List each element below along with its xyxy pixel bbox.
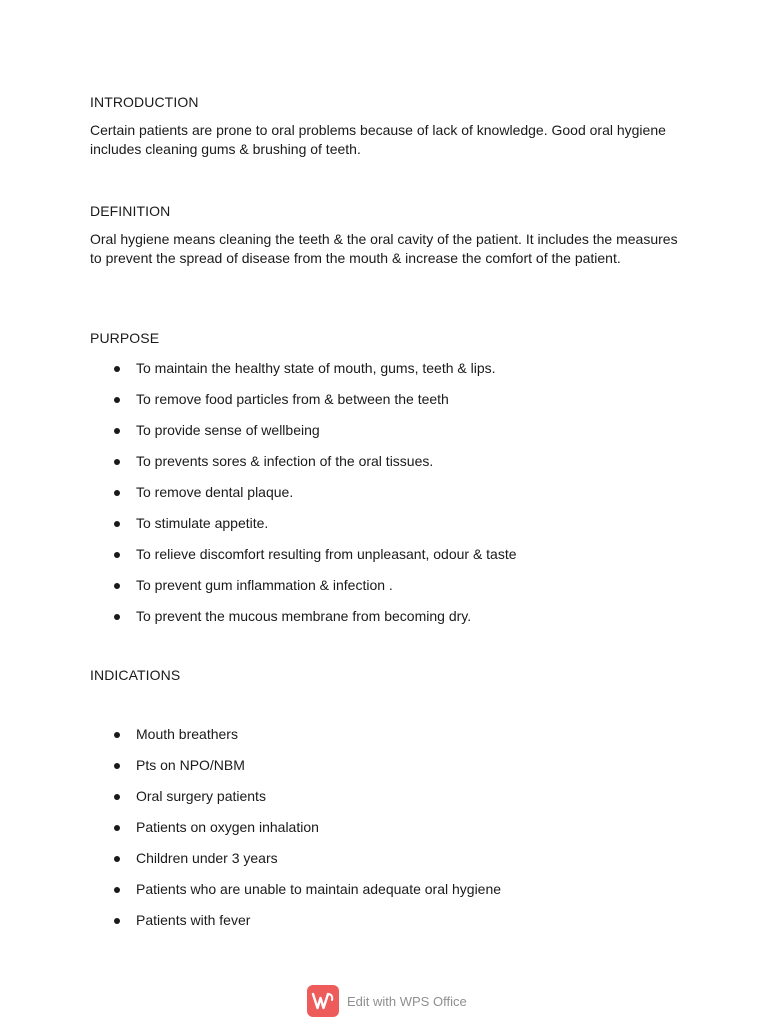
bullet-icon <box>114 583 120 589</box>
purpose-item: To relieve discomfort resulting from unpleasant, odour & taste <box>90 545 680 576</box>
indication-item: Oral surgery patients <box>90 787 680 818</box>
indication-item: Pts on NPO/NBM <box>90 756 680 787</box>
introduction-text: Certain patients are prone to oral problems because of lack of knowledge. Good oral hygiene includes cleaning gums & brushing of teeth. <box>90 122 666 157</box>
purpose-item: To maintain the healthy state of mouth, gums, teeth & lips. <box>90 359 680 390</box>
bullet-icon <box>114 732 120 738</box>
wps-w-icon <box>311 991 335 1011</box>
definition-heading: DEFINITION <box>90 203 171 219</box>
bullet-icon <box>114 614 120 620</box>
bullet-icon <box>114 763 120 769</box>
bullet-icon <box>114 397 120 403</box>
indications-list <box>90 725 680 942</box>
definition-text: Oral hygiene means cleaning the teeth & the oral cavity of the patient. It includes the measures to prevent the spread of disease from the mouth & increase the comfort of the patient. <box>90 231 678 266</box>
purpose-item: To prevent the mucous membrane from becoming dry. <box>90 607 680 638</box>
indication-item: Patients who are unable to maintain adequate oral hygiene <box>90 880 680 911</box>
purpose-item: To remove dental plaque. <box>90 483 680 514</box>
indication-item: Mouth breathers <box>90 725 680 756</box>
indications-section <box>90 666 680 684</box>
purpose-item: To stimulate appetite. <box>90 514 680 545</box>
purpose-item: To prevents sores & infection of the oral tissues. <box>90 452 680 483</box>
introduction-section <box>90 93 680 159</box>
bullet-icon <box>114 521 120 527</box>
indication-item: Patients with fever <box>90 911 680 942</box>
bullet-icon <box>114 552 120 558</box>
bullet-icon <box>114 366 120 372</box>
bullet-icon <box>114 825 120 831</box>
purpose-item: To prevent gum inflammation & infection . <box>90 576 680 607</box>
indications-list-container <box>90 725 680 942</box>
wps-office-logo-icon[interactable] <box>307 985 339 1017</box>
purpose-section <box>90 329 680 347</box>
definition-section <box>90 202 680 268</box>
bullet-icon <box>114 428 120 434</box>
indication-item: Patients on oxygen inhalation <box>90 818 680 849</box>
bullet-icon <box>114 918 120 924</box>
introduction-heading: INTRODUCTION <box>90 94 199 110</box>
indication-item: Children under 3 years <box>90 849 680 880</box>
purpose-list <box>90 359 680 638</box>
indications-heading: INDICATIONS <box>90 667 181 683</box>
bullet-icon <box>114 794 120 800</box>
edit-with-wps-link[interactable]: Edit with WPS Office <box>347 993 467 1009</box>
bullet-icon <box>114 887 120 893</box>
bullet-icon <box>114 459 120 465</box>
purpose-list-container <box>90 359 680 638</box>
bullet-icon <box>114 490 120 496</box>
purpose-item: To remove food particles from & between the teeth <box>90 390 680 421</box>
bullet-icon <box>114 856 120 862</box>
wps-footer[interactable] <box>307 984 467 1018</box>
purpose-item: To provide sense of wellbeing <box>90 421 680 452</box>
purpose-heading: PURPOSE <box>90 330 160 346</box>
